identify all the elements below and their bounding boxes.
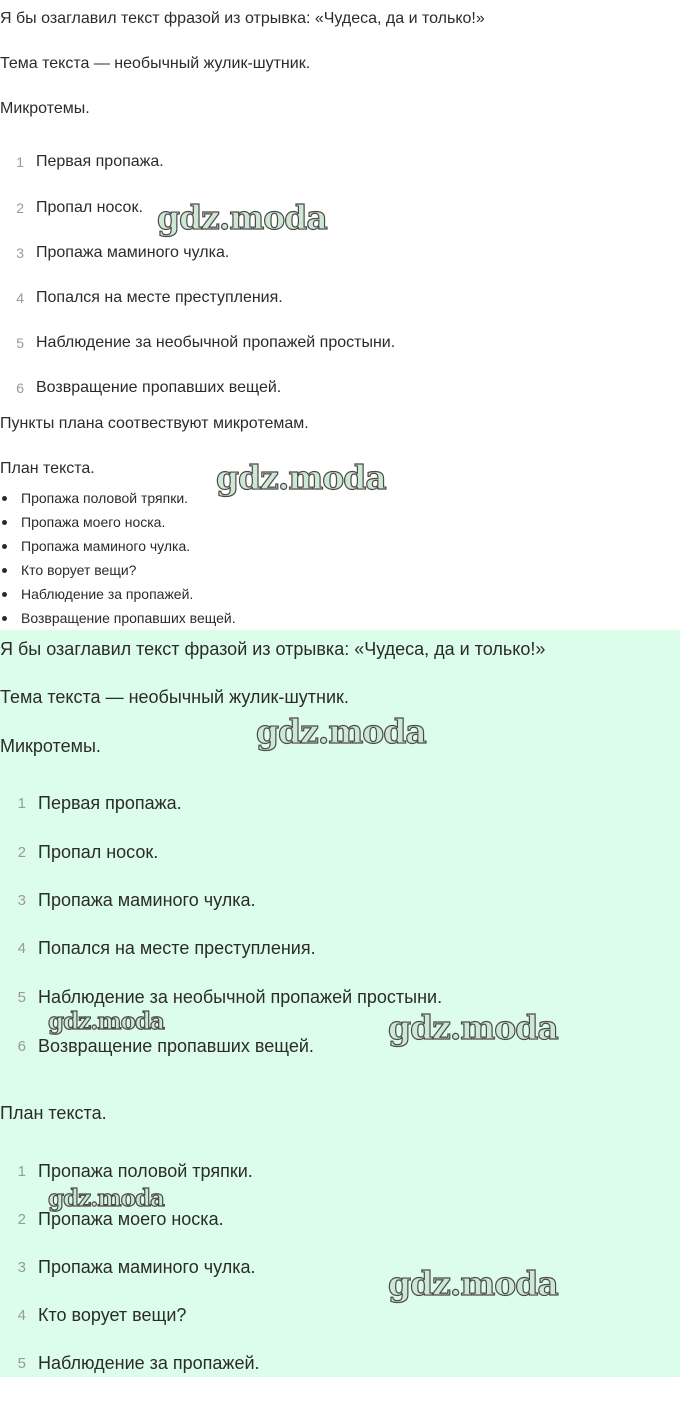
list-item: [0, 538, 190, 554]
list-number: 3: [17, 892, 26, 909]
watermark: gdz.moda: [256, 712, 426, 751]
list-text: Возвращение пропавших вещей.: [36, 379, 282, 396]
list-number: 2: [16, 200, 24, 216]
list-text: Кто ворует вещи?: [21, 562, 137, 578]
solution-block-2: [0, 630, 680, 1377]
list-number: 1: [17, 795, 26, 812]
list-text: Пропажа маминого чулка.: [38, 890, 256, 910]
list-text: Первая пропажа.: [38, 793, 182, 813]
list-number: 5: [17, 1355, 26, 1372]
list-text: Наблюдение за пропажей.: [38, 1353, 260, 1373]
list-text: Возвращение пропавших вещей.: [21, 610, 236, 626]
list-number: 5: [16, 335, 24, 351]
list-text: Пропажа маминого чулка.: [36, 244, 230, 261]
list-number: 4: [17, 1307, 26, 1324]
list-number: 3: [16, 245, 24, 261]
list-number: 1: [17, 1163, 26, 1180]
watermark: gdz.moda: [388, 1008, 558, 1047]
list-number: 2: [17, 844, 26, 861]
list-item: [0, 562, 136, 578]
list-item: [0, 586, 193, 602]
bullet-icon: [2, 568, 7, 573]
list-item: [0, 490, 188, 506]
watermark: gdz.moda: [48, 1008, 164, 1035]
list-text: Наблюдение за необычной пропажей простыни.: [36, 334, 396, 351]
list-number: 1: [16, 154, 24, 170]
list-text: Первая пропажа.: [36, 153, 164, 170]
bullet-icon: [2, 616, 7, 621]
watermark: gdz.moda: [216, 458, 386, 497]
list-text: Пропажа моего носка.: [38, 1209, 224, 1229]
list-text: Пропал носок.: [36, 199, 143, 216]
bullet-icon: [2, 496, 7, 501]
list-text: Пропал носок.: [38, 842, 159, 862]
watermark: gdz.moda: [48, 1185, 164, 1212]
list-text: Пропажа моего носка.: [21, 514, 166, 530]
list-text: Пропажа половой тряпки.: [21, 490, 189, 506]
plan-heading: План текста.: [0, 1103, 107, 1123]
title-line: Я бы озаглавил текст фразой из отрывка: «Чудеса, да и только!»: [0, 10, 485, 27]
list-text: Возвращение пропавших вещей.: [38, 1036, 314, 1056]
list-text: Попался на месте преступления.: [38, 938, 316, 958]
watermark: gdz.moda: [388, 1264, 558, 1303]
solution-block-1: [0, 0, 680, 630]
microthemes-heading: Микротемы.: [0, 100, 90, 117]
microthemes-heading: Микротемы.: [0, 736, 101, 756]
list-text: Пропажа маминого чулка.: [21, 538, 191, 554]
list-number: 6: [17, 1038, 26, 1055]
watermark: gdz.moda: [157, 198, 327, 237]
list-text: Попался на месте преступления.: [36, 289, 283, 306]
correspondence-line: Пункты плана соотвествуют микротемам.: [0, 415, 309, 432]
list-number: 5: [17, 989, 26, 1006]
list-number: 6: [16, 380, 24, 396]
list-number: 4: [16, 290, 24, 306]
list-number: 3: [17, 1259, 26, 1276]
list-number: 2: [17, 1211, 26, 1228]
title-line: Я бы озаглавил текст фразой из отрывка: «Чудеса, да и только!»: [0, 639, 546, 659]
list-text: Пропажа половой тряпки.: [38, 1161, 253, 1181]
bullet-icon: [2, 520, 7, 525]
list-text: Кто ворует вещи?: [38, 1305, 187, 1325]
bullet-icon: [2, 544, 7, 549]
bullet-icon: [2, 592, 7, 597]
plan-heading: План текста.: [0, 460, 95, 477]
list-number: 4: [17, 940, 26, 957]
list-text: Наблюдение за пропажей.: [21, 586, 194, 602]
theme-line: Тема текста — необычный жулик-шутник.: [0, 687, 349, 707]
list-text: Наблюдение за необычной пропажей простыни.: [38, 987, 443, 1007]
list-text: Пропажа маминого чулка.: [38, 1257, 256, 1277]
list-item: [0, 514, 165, 530]
list-item: [0, 610, 236, 626]
theme-line: Тема текста — необычный жулик-шутник.: [0, 55, 311, 72]
